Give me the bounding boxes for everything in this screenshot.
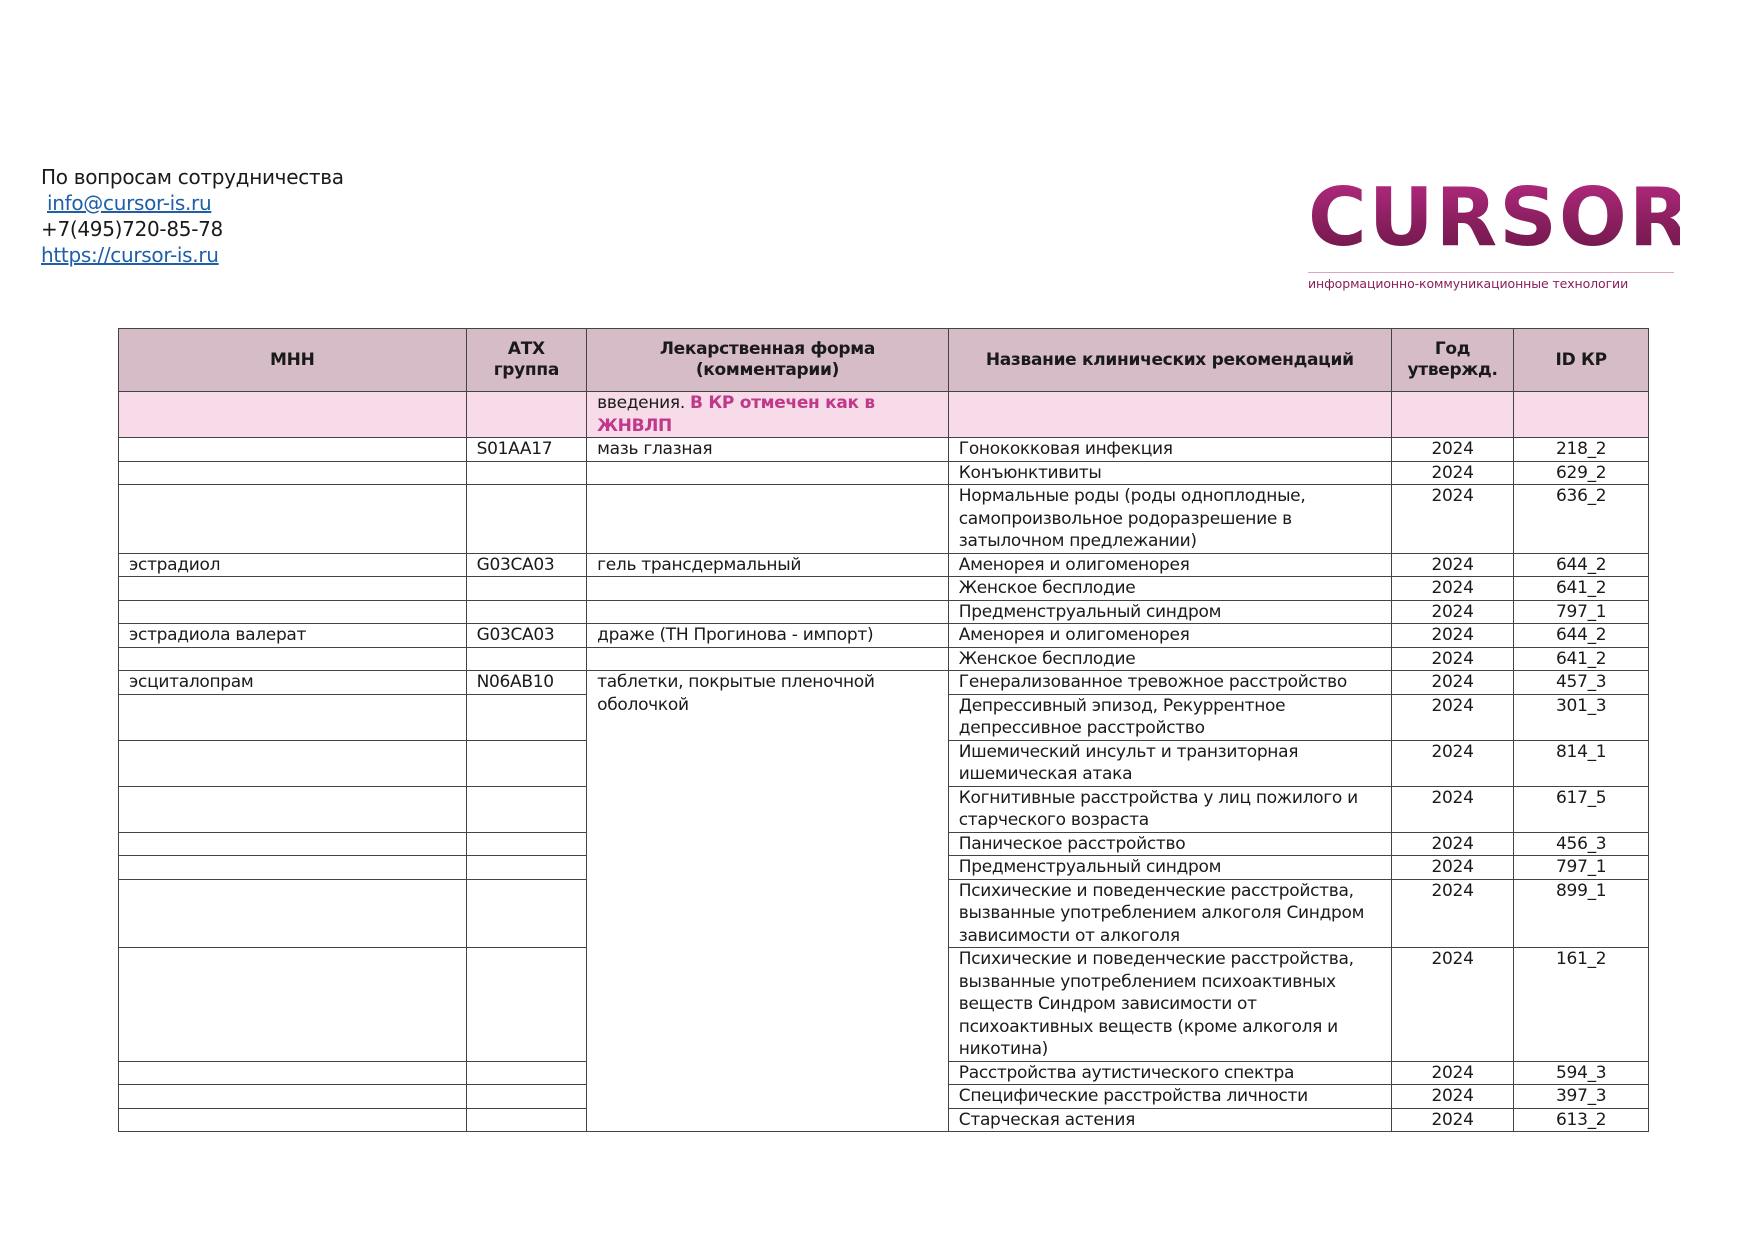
cell-id: 797_1 <box>1514 600 1649 624</box>
cell-kr: Паническое расстройство <box>948 832 1391 856</box>
cell-id: 457_3 <box>1514 671 1649 695</box>
cell-id: 613_2 <box>1514 1108 1649 1132</box>
cell-mnn: эстрадиола валерат <box>119 624 467 648</box>
cell-form <box>587 485 949 554</box>
cell-form <box>587 600 949 624</box>
email-link[interactable]: info@cursor-is.ru <box>47 191 212 215</box>
cell-form <box>587 647 949 671</box>
header-id: ID КР <box>1514 329 1649 392</box>
cell-id: 397_3 <box>1514 1085 1649 1109</box>
cell-kr: Депрессивный эпизод, Рекуррентное депрессивное расстройство <box>948 694 1391 740</box>
cell-atx <box>466 600 587 624</box>
cell-year: 2024 <box>1391 1061 1514 1085</box>
cell-year: 2024 <box>1391 577 1514 601</box>
cell-atx <box>466 740 587 786</box>
cell-year: 2024 <box>1391 740 1514 786</box>
cell-id: 641_2 <box>1514 647 1649 671</box>
cell-atx <box>466 647 587 671</box>
cell-id: 797_1 <box>1514 856 1649 880</box>
cell-form <box>587 461 949 485</box>
cell-id: 617_5 <box>1514 786 1649 832</box>
cell-atx: N06AB10 <box>466 671 587 695</box>
cell-mnn <box>119 948 467 1062</box>
cell-year: 2024 <box>1391 1108 1514 1132</box>
cell-atx <box>466 1108 587 1132</box>
cell-mnn <box>119 694 467 740</box>
cell-id: 814_1 <box>1514 740 1649 786</box>
cell-year: 2024 <box>1391 694 1514 740</box>
cell-kr: Гонококковая инфекция <box>948 438 1391 462</box>
cell-id: 644_2 <box>1514 624 1649 648</box>
cell-mnn <box>119 577 467 601</box>
cell-mnn: эстрадиол <box>119 553 467 577</box>
cell-id: 301_3 <box>1514 694 1649 740</box>
cell-mnn <box>119 879 467 948</box>
cell-kr: Предменструальный синдром <box>948 856 1391 880</box>
cell-mnn: эсциталопрам <box>119 671 467 695</box>
table-row <box>119 647 1649 671</box>
cell-kr: Женское бесплодие <box>948 577 1391 601</box>
cell-atx <box>466 485 587 554</box>
header-form: Лекарственная форма (комментарии) <box>587 329 949 392</box>
header-mnn: МНН <box>119 329 467 392</box>
cell-kr: Предменструальный синдром <box>948 600 1391 624</box>
cursor-logo <box>1308 171 1693 291</box>
table-row <box>119 553 1649 577</box>
phone-number: +7(495)720-85-78 <box>41 217 223 241</box>
cell-kr: Конъюнктивиты <box>948 461 1391 485</box>
website-link[interactable]: https://cursor-is.ru <box>41 243 219 267</box>
cell-atx: G03CA03 <box>466 553 587 577</box>
cell-id: 636_2 <box>1514 485 1649 554</box>
contact-title: По вопросам сотрудничества <box>41 165 344 189</box>
cell-year: 2024 <box>1391 647 1514 671</box>
cell-year: 2024 <box>1391 1085 1514 1109</box>
table-row <box>119 485 1649 554</box>
cell-mnn <box>119 1108 467 1132</box>
header-year: Год утвержд. <box>1391 329 1514 392</box>
cell-form: таблетки, покрытые пленочной оболочкой <box>587 671 949 1132</box>
cell-id: 594_3 <box>1514 1061 1649 1085</box>
continued-form-cell <box>587 392 949 438</box>
cell-mnn <box>119 485 467 554</box>
table-row <box>119 624 1649 648</box>
cell-atx <box>466 879 587 948</box>
table-row <box>119 577 1649 601</box>
cell-kr: Старческая астения <box>948 1108 1391 1132</box>
cell-kr: Психические и поведенческие расстройства, вызванные употреблением психоактивных веществ Синдром зависимости от психоактивных веществ (кроме алкоголя и никотина) <box>948 948 1391 1062</box>
table-row <box>119 461 1649 485</box>
cell-id: 644_2 <box>1514 553 1649 577</box>
header-kr: Название клинических рекомендаций <box>948 329 1391 392</box>
cell-id: 161_2 <box>1514 948 1649 1062</box>
cell-id: 629_2 <box>1514 461 1649 485</box>
logo-wordmark: CURSOR <box>1308 171 1693 264</box>
cell-kr: Когнитивные расстройства у лиц пожилого и старческого возраста <box>948 786 1391 832</box>
cell-mnn <box>119 461 467 485</box>
cell-atx: G03CA03 <box>466 624 587 648</box>
cell-form: драже (ТН Прогинова - импорт) <box>587 624 949 648</box>
cell-kr: Психические и поведенческие расстройства, вызванные употреблением алкоголя Синдром зависимости от алкоголя <box>948 879 1391 948</box>
cell-kr: Специфические расстройства личности <box>948 1085 1391 1109</box>
cell-kr: Нормальные роды (роды одноплодные, самопроизвольное родоразрешение в затылочном предлежании) <box>948 485 1391 554</box>
cell-id: 218_2 <box>1514 438 1649 462</box>
table-row <box>119 438 1649 462</box>
cell-year: 2024 <box>1391 485 1514 554</box>
cell-atx <box>466 856 587 880</box>
cell-mnn <box>119 740 467 786</box>
cell-atx <box>466 461 587 485</box>
cell-year: 2024 <box>1391 624 1514 648</box>
cell-atx <box>466 1085 587 1109</box>
zhnvlp-note: В КР отмечен как в ЖНВЛП <box>597 393 875 436</box>
cell-kr: Расстройства аутистического спектра <box>948 1061 1391 1085</box>
cell-mnn <box>119 786 467 832</box>
cell-atx <box>466 786 587 832</box>
cell-id: 456_3 <box>1514 832 1649 856</box>
cell-mnn <box>119 1085 467 1109</box>
cell-mnn <box>119 647 467 671</box>
cell-year: 2024 <box>1391 832 1514 856</box>
cell-kr: Генерализованное тревожное расстройство <box>948 671 1391 695</box>
continued-text: введения. <box>597 393 685 413</box>
cell-year: 2024 <box>1391 879 1514 948</box>
cell-mnn <box>119 1061 467 1085</box>
cell-year: 2024 <box>1391 786 1514 832</box>
cell-year: 2024 <box>1391 600 1514 624</box>
cell-kr: Аменорея и олигоменорея <box>948 553 1391 577</box>
clinical-recommendations-table <box>118 328 1649 1132</box>
cell-year: 2024 <box>1391 438 1514 462</box>
cell-mnn <box>119 856 467 880</box>
cell-id: 899_1 <box>1514 879 1649 948</box>
cell-year: 2024 <box>1391 553 1514 577</box>
cell-atx <box>466 577 587 601</box>
cell-mnn <box>119 832 467 856</box>
table-row <box>119 600 1649 624</box>
cell-year: 2024 <box>1391 948 1514 1062</box>
cell-form: мазь глазная <box>587 438 949 462</box>
cell-atx <box>466 1061 587 1085</box>
cell-kr: Ишемический инсульт и транзиторная ишемическая атака <box>948 740 1391 786</box>
header-atx: АТХ группа <box>466 329 587 392</box>
cell-year: 2024 <box>1391 856 1514 880</box>
cell-atx <box>466 832 587 856</box>
cell-mnn <box>119 600 467 624</box>
cell-atx <box>466 948 587 1062</box>
cell-atx <box>466 694 587 740</box>
cell-atx: S01AA17 <box>466 438 587 462</box>
table-row <box>119 671 1649 695</box>
cell-kr: Аменорея и олигоменорея <box>948 624 1391 648</box>
cell-year: 2024 <box>1391 671 1514 695</box>
cell-year: 2024 <box>1391 461 1514 485</box>
continued-row <box>119 392 1649 438</box>
cell-form <box>587 577 949 601</box>
cell-mnn <box>119 438 467 462</box>
cell-form: гель трансдермальный <box>587 553 949 577</box>
cell-id: 641_2 <box>1514 577 1649 601</box>
table-header-row <box>119 329 1649 392</box>
logo-subtitle: информационно-коммуникационные технологии <box>1308 272 1674 291</box>
contact-block <box>41 164 344 268</box>
cell-kr: Женское бесплодие <box>948 647 1391 671</box>
